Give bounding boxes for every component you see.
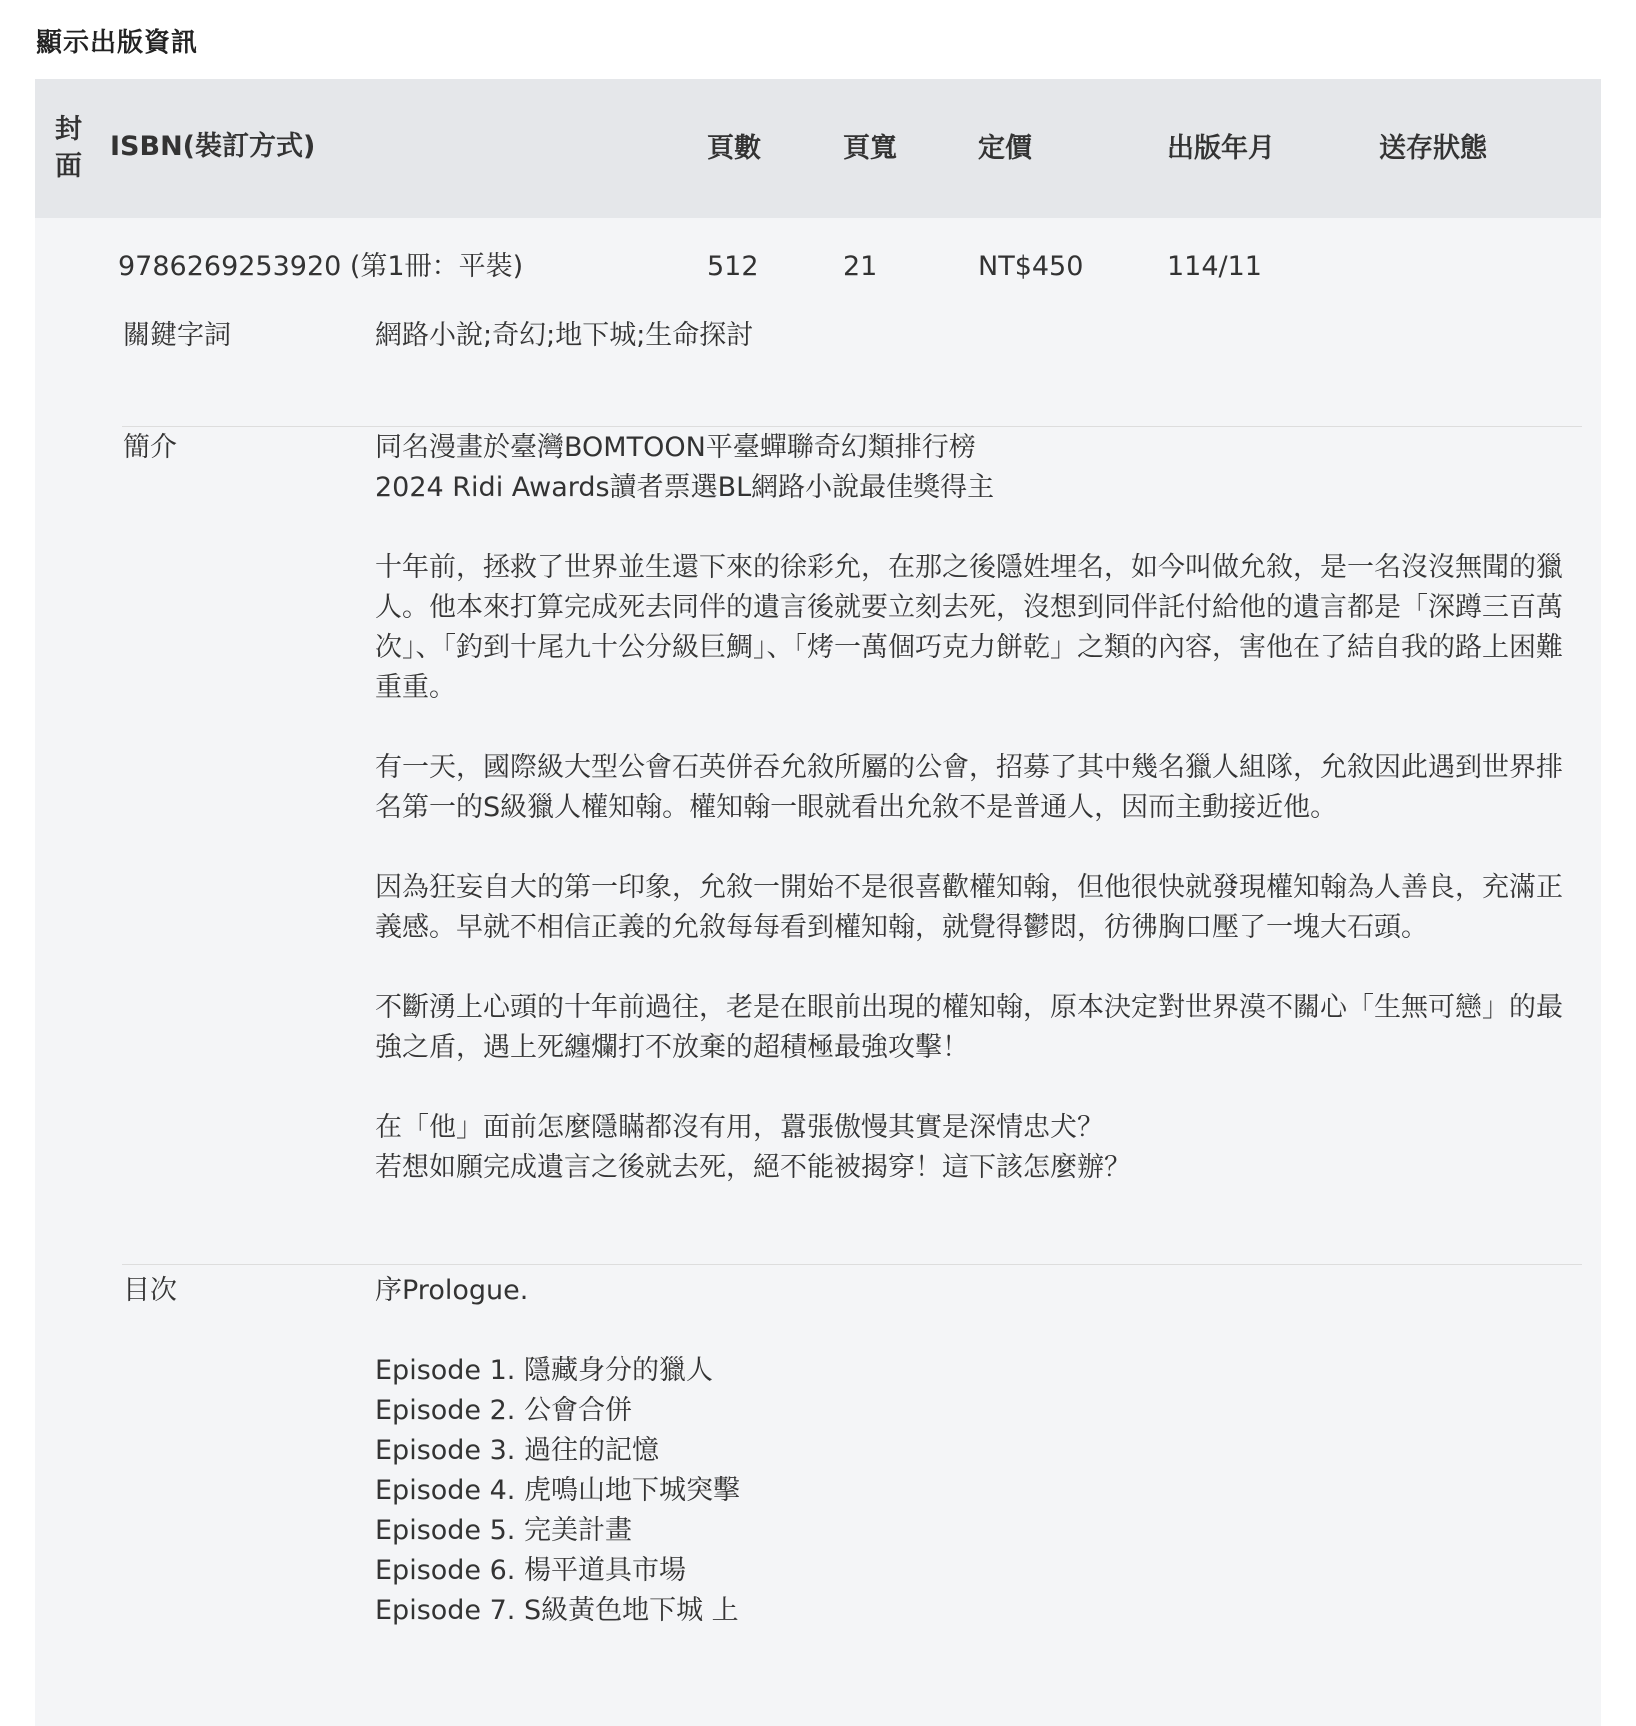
cell-page-width: 21	[843, 251, 878, 282]
cell-pages: 512	[707, 251, 759, 282]
keywords-value: 網路小說;奇幻;地下城;生命探討	[375, 320, 754, 351]
toc-item: Episode 3. 過往的記憶	[375, 1435, 659, 1466]
toc-item: Episode 4. 虎鳴山地下城突擊	[375, 1475, 740, 1506]
summary-line: 若想如願完成遺言之後就去死，絕不能被揭穿！這下該怎麼辦？	[375, 1152, 1131, 1183]
toc-item: Episode 7. S級黃色地下城 上	[375, 1595, 739, 1626]
summary-paragraph: 因為狂妄自大的第一印象，允敘一開始不是很喜歡權知翰，但他很快就發現權知翰為人善良，充滿正義感。早就不相信正義的允敘每每看到權知翰，就覺得鬱悶，彷彿胸口壓了一塊大石頭。	[375, 872, 1563, 943]
divider	[122, 1264, 1582, 1265]
summary-tagline	[375, 428, 1580, 508]
summary-line: 同名漫畫於臺灣BOMTOON平臺蟬聯奇幻類排行榜	[375, 432, 976, 463]
toc-list	[375, 1271, 1580, 1631]
summary-closing	[375, 1108, 1580, 1188]
divider	[122, 426, 1582, 427]
toc-item: Episode 5. 完美計畫	[375, 1515, 632, 1546]
summary-label: 簡介	[123, 432, 177, 463]
toc-episodes	[375, 1351, 1580, 1631]
summary-paragraph: 有一天，國際級大型公會石英併吞允敘所屬的公會，招募了其中幾名獵人組隊，允敘因此遇到世界排名第一的S級獵人權知翰。權知翰一眼就看出允敘不是普通人，因而主動接近他。	[375, 752, 1563, 823]
header-publish-date: 出版年月	[1167, 133, 1275, 164]
publication-info-panel	[35, 79, 1601, 1726]
keywords-label: 關鍵字詞	[123, 320, 231, 351]
toc-label: 目次	[123, 1275, 177, 1306]
summary-paragraph: 不斷湧上心頭的十年前過往，老是在眼前出現的權知翰，原本決定對世界漠不關心「生無可戀」的最強之盾，遇上死纏爛打不放棄的超積極最強攻擊！	[375, 992, 1563, 1063]
cell-publish-date: 114/11	[1167, 251, 1262, 282]
summary-paragraph: 十年前，拯救了世界並生還下來的徐彩允，在那之後隱姓埋名，如今叫做允敘，是一名沒沒無聞的獵人。他本來打算完成死去同伴的遺言後就要立刻去死，沒想到同伴託付給他的遺言都是「深蹲三百萬次」、「釣到十尾九十公分級巨鯛」、「烤一萬個巧克力餅乾」之類的內容，害他在了結自我的路上困難重重。	[375, 552, 1563, 703]
summary-line: 2024 Ridi Awards讀者票選BL網路小說最佳獎得主	[375, 472, 995, 503]
table-header	[35, 79, 1601, 218]
cell-isbn: 9786269253920 (第1冊：平裝)	[118, 251, 524, 282]
summary-line: 在「他」面前怎麼隱瞞都沒有用，囂張傲慢其實是深情忠犬？	[375, 1112, 1104, 1143]
header-pages: 頁數	[707, 133, 761, 164]
header-deposit-status: 送存狀態	[1379, 133, 1487, 164]
toc-item: Episode 2. 公會合併	[375, 1395, 632, 1426]
cell-price: NT$450	[978, 251, 1084, 282]
header-cover: 封面	[55, 114, 82, 182]
header-price: 定價	[978, 133, 1032, 164]
section-title: 顯示出版資訊	[36, 28, 199, 58]
toc-item: Episode 6. 楊平道具市場	[375, 1555, 686, 1586]
toc-item: Episode 1. 隱藏身分的獵人	[375, 1355, 713, 1386]
summary-text	[375, 428, 1580, 1188]
header-page-width: 頁寬	[843, 133, 897, 164]
toc-prologue: 序Prologue.	[375, 1275, 529, 1306]
header-isbn: ISBN(裝訂方式)	[110, 131, 316, 162]
